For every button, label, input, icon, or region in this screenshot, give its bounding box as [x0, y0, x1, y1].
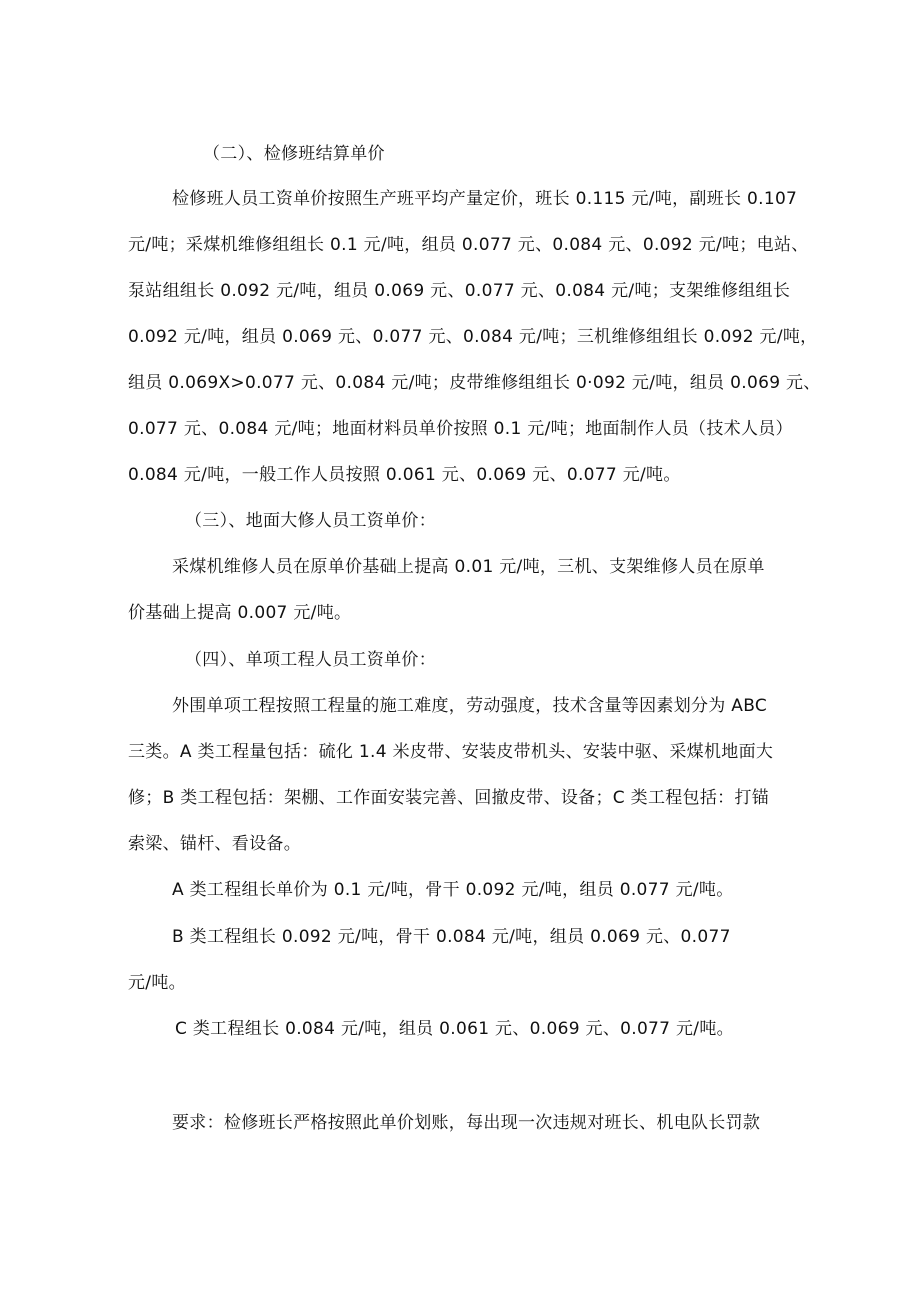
- paragraph-line: 检修班人员工资单价按照生产班平均产量定价，班长 0.115 元/吨，副班长 0.107: [172, 189, 798, 209]
- paragraph-line: 修；B 类工程包括：架棚、工作面安装完善、回撤皮带、设备；C 类工程包括：打锚: [128, 788, 770, 808]
- class-b-rates-continued: 元/吨。: [128, 973, 186, 993]
- requirement-text: 要求：检修班长严格按照此单价划账，每出现一次违规对班长、机电队长罚款: [172, 1113, 761, 1133]
- paragraph-line: 采煤机维修人员在原单价基础上提高 0.01 元/吨，三机、支架维修人员在原单: [172, 557, 765, 577]
- paragraph-line: 三类。A 类工程量包括：硫化 1.4 米皮带、安装皮带机头、安装中驱、采煤机地面大: [128, 742, 774, 762]
- section3-heading: （三）、地面大修人员工资单价：: [185, 511, 436, 531]
- class-b-rates: B 类工程组长 0.092 元/吨，骨干 0.084 元/吨，组员 0.069 元、0.077: [172, 927, 731, 947]
- paragraph-line: 0.092 元/吨，组员 0.069 元、0.077 元、0.084 元/吨；三机维修组组长 0.092 元/吨，: [128, 327, 818, 347]
- paragraph-line: 索梁、锚杆、看设备。: [128, 834, 301, 854]
- paragraph-line: 外围单项工程按照工程量的施工难度，劳动强度，技术含量等因素划分为 ABC: [172, 696, 768, 716]
- section4-heading: （四）、单项工程人员工资单价：: [185, 650, 436, 670]
- paragraph-line: 组员 0.069X>0.077 元、0.084 元/吨；皮带维修组组长 0·092 元/吨，组员 0.069 元、: [128, 373, 821, 393]
- paragraph-line: 0.084 元/吨，一般工作人员按照 0.061 元、0.069 元、0.077 元/吨。: [128, 465, 681, 485]
- section2-heading: （二）、检修班结算单价: [203, 144, 385, 164]
- paragraph-line: 价基础上提高 0.007 元/吨。: [128, 603, 352, 623]
- paragraph-line: 0.077 元、0.084 元/吨；地面材料员单价按照 0.1 元/吨；地面制作人员（技术人员）: [128, 419, 793, 439]
- paragraph-line: 泵站组组长 0.092 元/吨，组员 0.069 元、0.077 元、0.084 元/吨；支架维修组组长: [128, 281, 791, 301]
- class-c-rates: C 类工程组长 0.084 元/吨，组员 0.061 元、0.069 元、0.077 元/吨。: [175, 1019, 734, 1039]
- paragraph-line: 元/吨；采煤机维修组组长 0.1 元/吨，组员 0.077 元、0.084 元、0.092 元/吨；电站、: [128, 235, 809, 255]
- class-a-rates: A 类工程组长单价为 0.1 元/吨，骨干 0.092 元/吨，组员 0.077 元/吨。: [172, 880, 734, 900]
